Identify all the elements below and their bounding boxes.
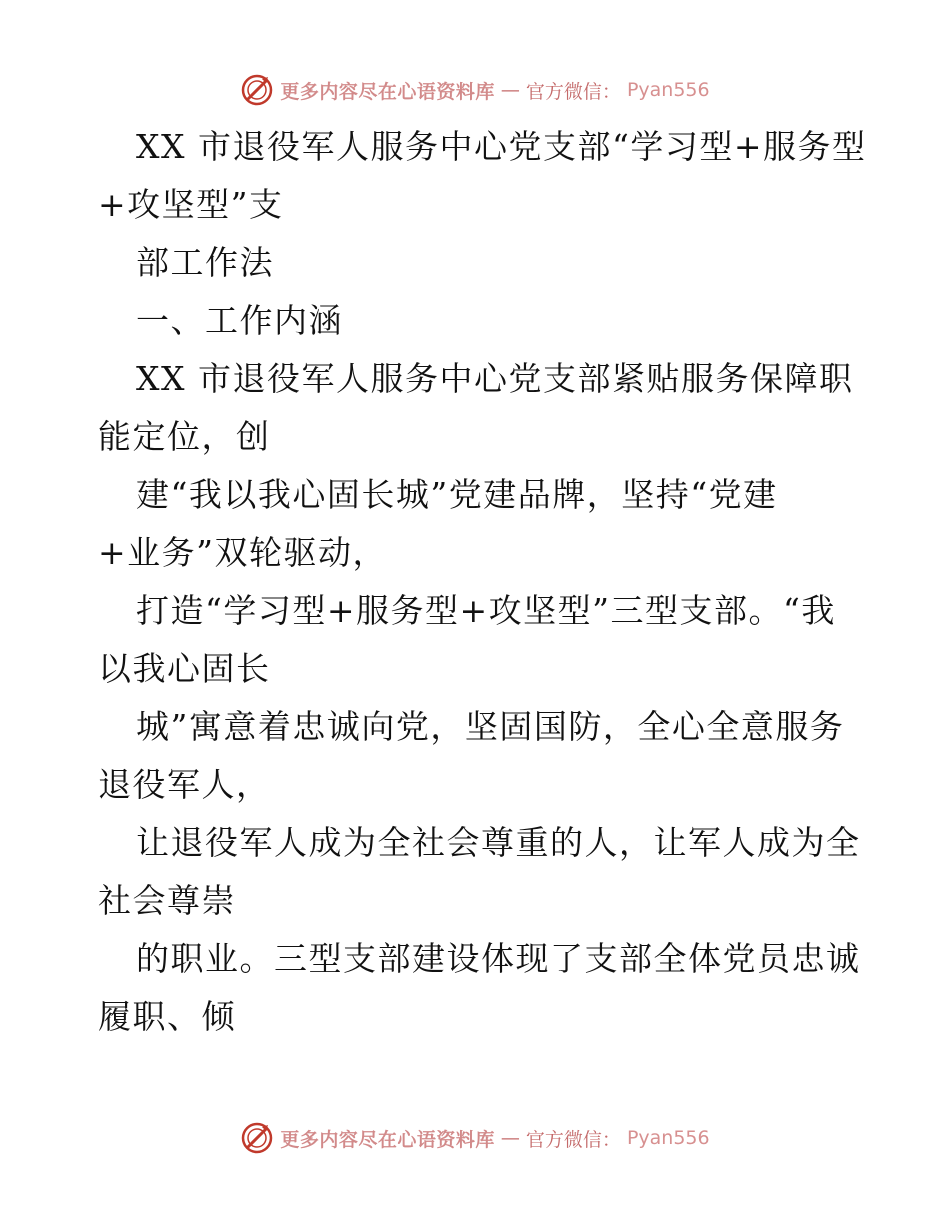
text-line: 履职、倾 bbox=[98, 997, 236, 1036]
footer-watermark bbox=[0, 1118, 950, 1158]
watermark-wechat-id: Pyan556 bbox=[626, 79, 710, 101]
watermark-label: 官方微信： bbox=[525, 1128, 621, 1151]
watermark-main-text: 更多内容尽在心语资料库 bbox=[280, 80, 495, 103]
header-watermark bbox=[0, 70, 950, 110]
watermark-main-text: 更多内容尽在心语资料库 bbox=[280, 1128, 495, 1151]
text-line: +业务”双轮驱动， bbox=[98, 533, 388, 572]
text-line: 建“我以我心固长城”党建品牌，坚持“党建 bbox=[136, 475, 778, 514]
text-line: 部工作法 bbox=[136, 243, 274, 282]
text-line: +攻坚型”支 bbox=[98, 185, 284, 224]
text-line: 城”寓意着忠诚向党，坚固国防，全心全意服务 bbox=[136, 707, 845, 746]
text-line: 打造“学习型+服务型+攻坚型”三型支部。“我 bbox=[136, 591, 836, 630]
text-line: 社会尊崇 bbox=[98, 881, 236, 920]
text-line: XX 市退役军人服务中心党支部“学习型+服务型 bbox=[136, 127, 867, 166]
watermark-label: 官方微信： bbox=[525, 80, 621, 103]
text-line: 退役军人， bbox=[98, 765, 271, 804]
text-line: XX 市退役军人服务中心党支部紧贴服务保障职 bbox=[136, 359, 854, 398]
watermark-dash: — bbox=[500, 79, 520, 101]
brand-logo-icon bbox=[240, 1121, 274, 1155]
watermark-dash: — bbox=[500, 1127, 520, 1149]
brand-logo-icon bbox=[240, 73, 274, 107]
text-line: 能定位，创 bbox=[98, 417, 271, 456]
text-line: 让退役军人成为全社会尊重的人，让军人成为全 bbox=[136, 823, 861, 862]
document-body bbox=[98, 118, 867, 1046]
text-line: 的职业。三型支部建设体现了支部全体党员忠诚 bbox=[136, 939, 861, 978]
watermark-wechat-id: Pyan556 bbox=[626, 1127, 710, 1149]
text-line: 一、工作内涵 bbox=[136, 301, 343, 340]
text-line: 以我心固长 bbox=[98, 649, 271, 688]
